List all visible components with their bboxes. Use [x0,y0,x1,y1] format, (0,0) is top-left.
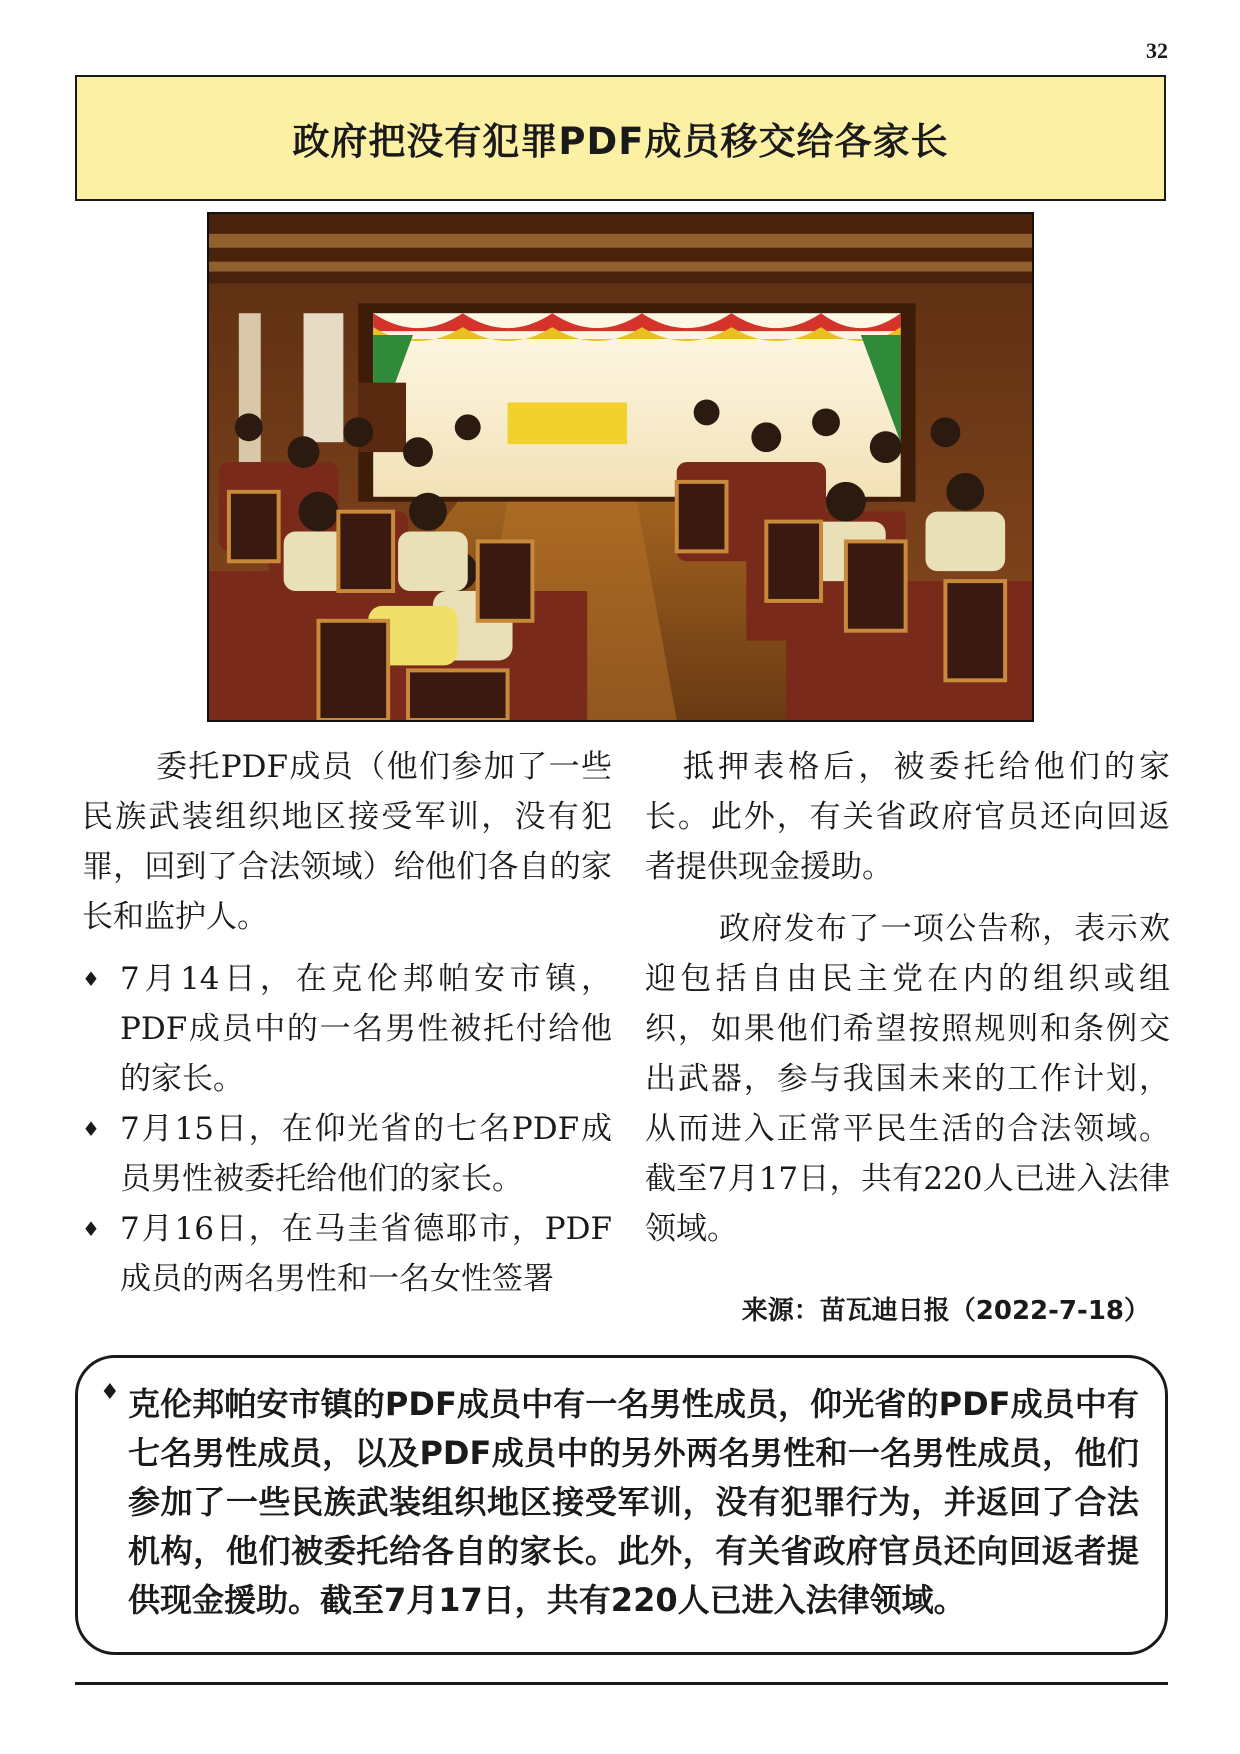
right-column [645,742,1170,1254]
continuation-paragraph: 抵押表格后，被委托给他们的家长。此外，有关省政府官员还向回返者提供现金援助。 [645,749,1170,885]
summary-text: 克伦邦帕安市镇的PDF成员中有一名男性成员，仰光省的PDF成员中有七名男性成员，以及PDF成员中的另外两名男性和一名男性成员，他们参加了一些民族武装组织地区接受军训，没有犯罪行为，并返回了合法机构，他们被委托给各自的家长。此外，有关省政府官员还向回返者提供现金援助。截至7月17日，共有220人已进入法律领域。 [128,1385,1139,1619]
diamond-bullet-icon: ♦ [82,967,100,991]
diamond-bullet-icon: ♦ [82,1117,100,1141]
summary-box [75,1355,1168,1655]
diamond-bullet-icon: ♦ [82,1217,100,1241]
intro-paragraph: 委托PDF成员（他们参加了一些民族武装组织地区接受军训，没有犯罪，回到了合法领域）给他们各自的家长和监护人。 [82,749,612,935]
bullet-text: 7月15日，在仰光省的七名PDF成员男性被委托给他们的家长。 [120,1111,612,1197]
diamond-bullet-icon: ♦ [100,1380,120,1405]
page-title: 政府把没有犯罪PDF成员移交给各家长 [292,120,949,163]
title-box [75,75,1166,201]
date-bullet-list [82,954,612,1304]
list-item [82,1204,612,1304]
left-column [82,742,612,1304]
bullet-text: 7月14日，在克伦邦帕安市镇，PDF成员中的一名男性被托付给他的家长。 [120,961,612,1097]
list-item [82,1104,612,1204]
footer-divider [75,1682,1168,1685]
page-number: 32 [1146,38,1168,63]
bullet-text: 7月16日，在马圭省德耶市，PDF成员的两名男性和一名女性签署 [120,1211,612,1297]
source-citation: 来源：苗瓦迪日报（2022-7-18） [741,1296,1150,1326]
meeting-hall-photo [207,212,1034,722]
photo-illustration [209,214,1032,720]
list-item [82,954,612,1104]
announcement-paragraph: 政府发布了一项公告称，表示欢迎包括自由民主党在内的组织或组织，如果他们希望按照规则和条例交出武器，参与我国未来的工作计划，从而进入正常平民生活的合法领域。截至7月17日，共有220人已进入法律领域。 [645,911,1170,1247]
